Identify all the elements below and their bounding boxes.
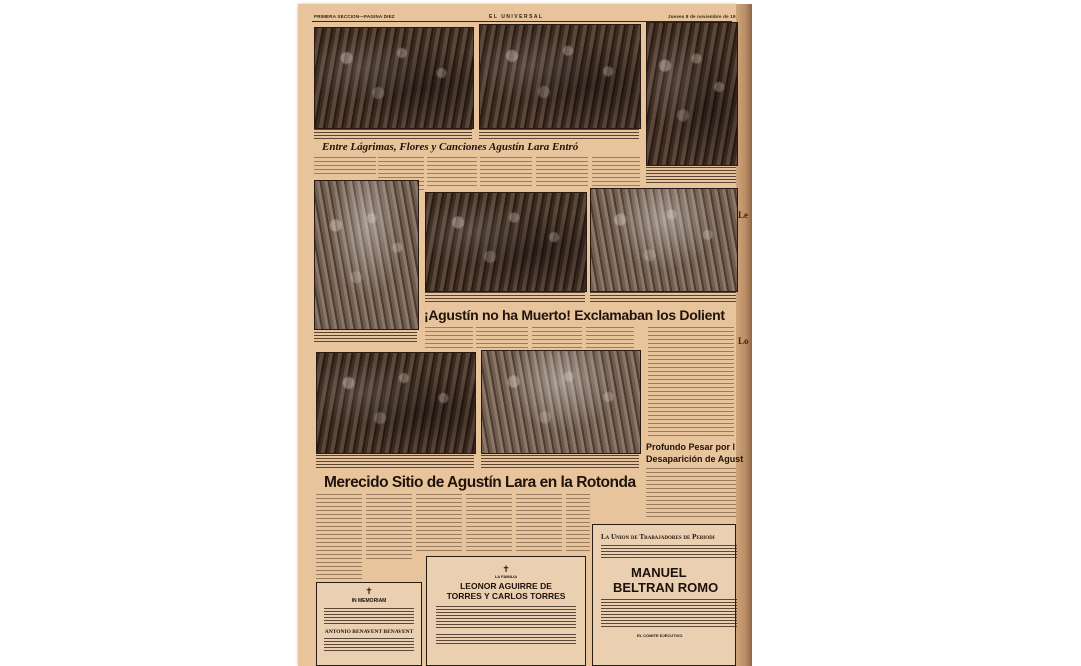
- article-text: [592, 157, 640, 187]
- notice-label: LA FAMILIA: [494, 574, 518, 579]
- masthead: EL UNIVERSAL: [489, 14, 544, 20]
- cross-icon: ✝: [502, 564, 510, 574]
- caption: [425, 292, 585, 304]
- article-text: [516, 494, 562, 554]
- union-notice: [592, 524, 736, 666]
- article-text: [566, 494, 590, 554]
- article-text: [466, 494, 512, 554]
- edge-word: Lo: [738, 336, 749, 346]
- photo-guards: [425, 192, 587, 292]
- cross-icon: ✝: [365, 586, 373, 596]
- next-page-edge: [736, 4, 752, 666]
- photo-speech: [479, 24, 641, 129]
- photo-crowd: [316, 352, 476, 454]
- headline: Profundo Pesar por l: [646, 442, 736, 452]
- memoriam-notice: [316, 582, 422, 666]
- notice-title: IN MEMORIAM: [351, 598, 387, 604]
- caption: [479, 129, 639, 141]
- date-label: Jueves 8 de noviembre de 19: [668, 14, 736, 19]
- headline: Entre Lágrimas, Flores y Canciones Agustín Lara Entró: [322, 141, 579, 153]
- caption: [316, 455, 474, 469]
- caption: [314, 332, 417, 344]
- caption: [646, 167, 736, 183]
- notice-title: La Union de Trabajadores de Periodi: [601, 533, 715, 541]
- headline: Merecido Sitio de Agustín Lara en la Rotonda: [324, 474, 636, 491]
- article-text: [416, 494, 462, 554]
- article-text: [586, 327, 634, 349]
- headline: ¡Agustín no ha Muerto! Exclamaban los Dolient: [424, 307, 725, 323]
- photo-officials: [646, 22, 738, 166]
- article-text: [532, 327, 582, 349]
- article-text: [480, 157, 532, 187]
- caption: [590, 292, 736, 304]
- article-text: [427, 157, 477, 187]
- article-text: [314, 157, 376, 177]
- article-text: [316, 494, 362, 580]
- notice-name: BELTRAN ROMO: [613, 580, 719, 595]
- headline: Desaparición de Agust: [646, 454, 744, 464]
- caption: [314, 129, 472, 141]
- article-text: [425, 327, 473, 349]
- article-text: [476, 327, 528, 349]
- photo-coffin: [314, 180, 419, 330]
- section-label: PRIMERA SECCION—PAGINA DIEZ: [314, 14, 395, 19]
- article-text: [648, 327, 734, 437]
- edge-word: Le: [738, 210, 748, 220]
- notice-name: ANTONIO BENAVENT BENAVENT: [324, 629, 414, 635]
- caption: [481, 455, 639, 469]
- article-text: [536, 157, 588, 187]
- photo-wreath: [481, 350, 641, 454]
- article-text: [646, 468, 736, 518]
- notice-name: TORRES Y CARLOS TORRES: [446, 591, 566, 601]
- notice-footer: EL COMITE EJECUTIVO: [637, 633, 683, 638]
- family-notice: [426, 556, 586, 666]
- article-text: [366, 494, 412, 560]
- photo-mourners: [314, 27, 474, 129]
- notice-name: LEONOR AGUIRRE DE: [460, 581, 552, 591]
- photo-crowd-street: [590, 188, 738, 292]
- notice-name: MANUEL: [631, 565, 687, 580]
